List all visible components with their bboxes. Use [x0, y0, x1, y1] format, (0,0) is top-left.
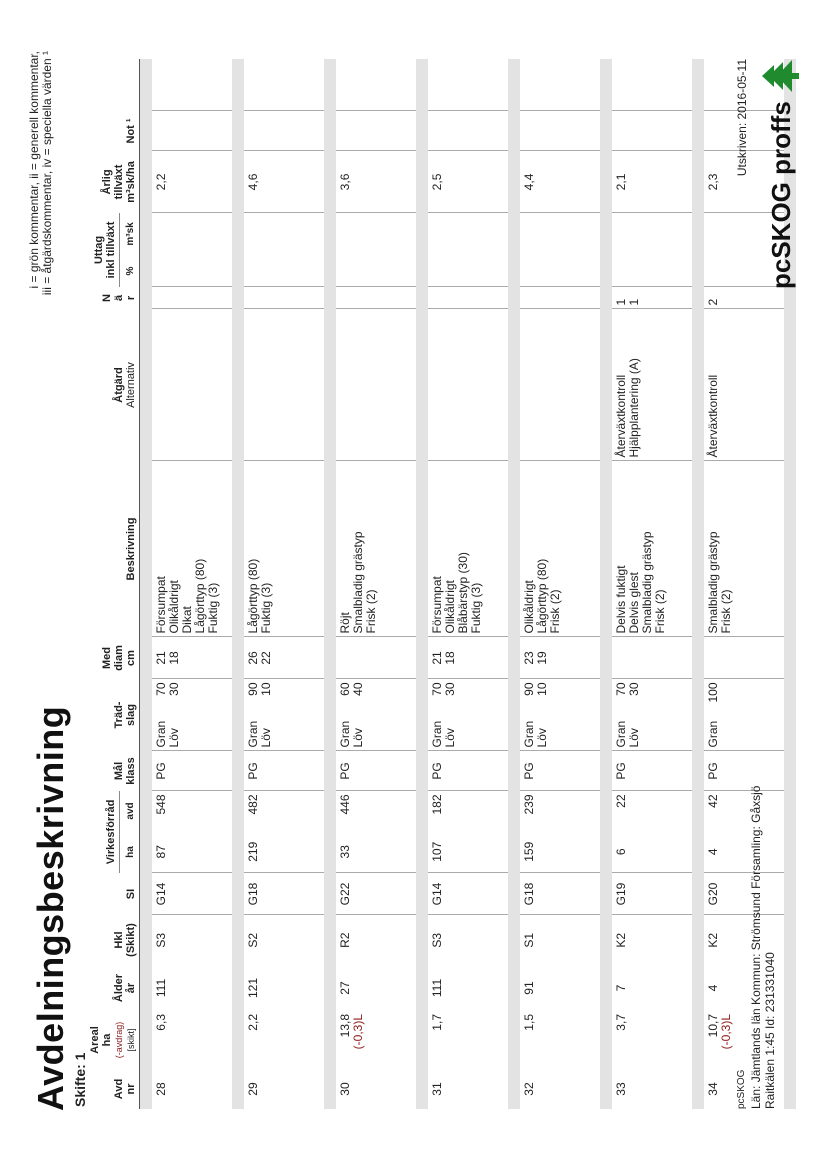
table-row [152, 59, 232, 1109]
col-nar: N ä r [87, 287, 140, 309]
species-diam: 18 [167, 651, 181, 665]
arlig-tillvaxt: 2,3 [704, 151, 784, 213]
species-name: Gran [154, 720, 168, 748]
vf-ha: 87 [152, 831, 232, 873]
atgard-line: Återväxtkontroll [614, 374, 628, 458]
species-diam: 18 [443, 651, 457, 665]
beskrivning-line: Frisk (2) [719, 589, 733, 634]
alder: 111 [154, 978, 168, 998]
uttag-pct [612, 255, 692, 287]
beskrivning-line: Frisk (2) [653, 589, 667, 634]
alder: 4 [706, 984, 720, 992]
avd-nr: 32 [522, 1082, 536, 1096]
col-tradslag: Träd- slag [87, 679, 140, 751]
hkl: R2 [338, 932, 352, 948]
areal: 6,3 [154, 1014, 168, 1031]
malklass: PG [520, 751, 600, 791]
nar [612, 287, 692, 309]
beskrivning-line: Smalbladig grästyp [706, 531, 720, 634]
malklass: PG [152, 751, 232, 791]
meddiam [428, 637, 508, 679]
legend [28, 51, 54, 421]
atgard [520, 309, 600, 461]
beskrivning-line: Fuktig (3) [259, 582, 273, 634]
beskrivning [704, 461, 784, 637]
beskrivning-line: Lågörttyp (80) [246, 558, 260, 634]
alder: 27 [338, 981, 352, 995]
arlig-tillvaxt: 4,4 [520, 151, 600, 213]
col-arlig-tillvaxt: Årlig tillväxt m³sk/ha [87, 151, 140, 213]
beskrivning-line: Försumpat [430, 576, 444, 634]
species-pct: 10 [535, 682, 549, 696]
tradslag [336, 679, 416, 751]
beskrivning [520, 461, 600, 637]
species-name: Löv [351, 728, 365, 748]
si: G19 [612, 873, 692, 915]
nar-value: 1 [614, 298, 628, 306]
table-row [336, 59, 416, 1109]
atgard-line: Hjälpplantering (A) [627, 358, 641, 458]
col-areal: Areal ha (-avdrag) [skikt] [87, 1011, 140, 1069]
beskrivning-line: Delvis fuktigt [614, 565, 628, 634]
beskrivning-line: Lågörttyp (80) [193, 558, 207, 634]
species-pct: 40 [351, 682, 365, 696]
atgard [244, 309, 324, 461]
uttag-pct [336, 255, 416, 287]
alder: 111 [430, 978, 444, 998]
areal-avdrag: (-0,3)L [719, 1014, 733, 1050]
atgard [704, 309, 784, 461]
col-hkl: Hkl (Skikt) [87, 915, 140, 965]
meddiam [152, 637, 232, 679]
legend-line-1: i = grön kommentar, ii = generell kommentar, [27, 51, 41, 289]
vf-avd: 182 [430, 794, 444, 815]
table-body [140, 59, 797, 1109]
hkl: S3 [430, 932, 444, 948]
not [336, 111, 416, 151]
hkl: S2 [246, 932, 260, 948]
beskrivning [428, 461, 508, 637]
col-meddiam: Med diam cm [87, 637, 140, 679]
not [612, 111, 692, 151]
species-name: Gran [246, 720, 260, 748]
arlig-tillvaxt: 2,2 [152, 151, 232, 213]
uttag-m3sk [428, 213, 508, 255]
atgard-line: Återväxtkontroll [706, 374, 720, 458]
species-name: Löv [627, 728, 641, 748]
vf-avd: 42 [706, 794, 720, 808]
footer-app: pcSKOG [736, 1069, 747, 1109]
page-title: Avdelningsbeskrivning [30, 705, 71, 1111]
uttag-m3sk [520, 213, 600, 255]
col-virkesforrad: Virkesförråd [87, 791, 120, 873]
arlig-tillvaxt: 2,5 [428, 151, 508, 213]
beskrivning-line: Smalbladig grästyp [351, 531, 365, 634]
si: G22 [336, 873, 416, 915]
alder: 7 [614, 984, 628, 992]
beskrivning-line: Fuktig (3) [206, 582, 220, 634]
atgard [428, 309, 508, 461]
vf-avd: 548 [154, 794, 168, 815]
uttag-m3sk [612, 213, 692, 255]
skifte-label: Skifte: 1 [72, 1052, 88, 1107]
nar [520, 287, 600, 309]
col-avd: Avd nr [87, 1069, 140, 1109]
vf-avd: 446 [338, 794, 352, 815]
species-diam: 23 [522, 651, 536, 665]
footer-location: Län: Jämtlands län Kommun: Strömsund Församling: Gåxsjö [749, 785, 763, 1109]
species-pct: 70 [154, 682, 168, 696]
arlig-tillvaxt: 3,6 [336, 151, 416, 213]
hkl: K2 [614, 932, 628, 948]
footer-date: Utskriven: 2016-05-11 [735, 59, 749, 177]
malklass: PG [336, 751, 416, 791]
malklass: PG [704, 751, 784, 791]
col-uttag-pct: % [120, 255, 140, 287]
si: G14 [152, 873, 232, 915]
beskrivning-line: Försumpat [154, 576, 168, 634]
uttag-pct [520, 255, 600, 287]
alder: 91 [522, 981, 536, 995]
not [152, 111, 232, 151]
species-name: Löv [167, 728, 181, 748]
logo-text: pcSKOG proffs [766, 101, 796, 289]
nar-value: 1 [627, 298, 641, 306]
vf-avd: 22 [614, 794, 628, 808]
avd-nr: 33 [614, 1082, 628, 1096]
beskrivning-line: Olikåldrigt [443, 580, 457, 634]
hkl: K2 [706, 932, 720, 948]
beskrivning-line: Dikat [180, 606, 194, 634]
nar [336, 287, 416, 309]
tradslag [704, 679, 784, 751]
uttag-m3sk [336, 213, 416, 255]
vf-ha: 159 [520, 831, 600, 873]
species-name: Gran [430, 720, 444, 748]
table-row [244, 59, 324, 1109]
beskrivning [336, 461, 416, 637]
species-diam: 22 [259, 651, 273, 665]
legend-line-2: iii = åtgärdskommentar, iv = speciella värden ¹ [40, 51, 54, 296]
col-uttag-m3sk: m³sk [120, 213, 140, 255]
tradslag [612, 679, 692, 751]
footer-left [735, 786, 777, 1109]
areal: 1,7 [430, 1014, 444, 1031]
col-beskrivning: Beskrivning [87, 461, 140, 637]
areal: 13,8 (-0,3)L [336, 1011, 416, 1069]
not [244, 111, 324, 151]
areal-avdrag: (-0,3)L [351, 1014, 365, 1050]
beskrivning [152, 461, 232, 637]
species-name: Löv [443, 728, 457, 748]
col-vf-ha: ha [120, 831, 140, 873]
beskrivning-line: Delvis glest [627, 572, 641, 634]
nar [152, 287, 232, 309]
vf-ha: 6 [612, 831, 692, 873]
col-not: Not ¹ [87, 111, 140, 151]
species-diam: 21 [154, 651, 168, 665]
uttag-pct [152, 255, 232, 287]
uttag-pct [244, 255, 324, 287]
beskrivning-line: Smalbladig grästyp [640, 531, 654, 634]
beskrivning-line: Fuktig (3) [469, 582, 483, 634]
not [520, 111, 600, 151]
col-uttag: Uttag inkl tillväxt [87, 213, 120, 287]
not [428, 111, 508, 151]
malklass: PG [428, 751, 508, 791]
si: G18 [244, 873, 324, 915]
avd-nr: 29 [246, 1082, 260, 1096]
species-name: Gran [338, 720, 352, 748]
species-pct: 70 [430, 682, 444, 696]
atgard [612, 309, 692, 461]
species-pct: 30 [443, 682, 457, 696]
footer-id: Raitkälen 1:45 Id: 231331040 [763, 952, 777, 1109]
species-name: Gran [706, 720, 720, 748]
areal: 1,5 [522, 1014, 536, 1031]
beskrivning [612, 461, 692, 637]
vf-avd: 239 [522, 794, 536, 815]
species-name: Gran [614, 720, 628, 748]
col-atgard: Åtgärd Alternativ [87, 309, 140, 461]
avd-nr: 34 [706, 1082, 720, 1096]
nar-value: 2 [706, 298, 720, 306]
col-vf-avd: avd [120, 791, 140, 831]
species-pct: 30 [167, 682, 181, 696]
table-row [612, 59, 692, 1109]
si: G20 [704, 873, 784, 915]
vf-ha: 4 [704, 831, 784, 873]
uttag-m3sk [244, 213, 324, 255]
areal: 3,7 [614, 1014, 628, 1031]
beskrivning-line: Olikåldrigt [522, 580, 536, 634]
uttag-pct [428, 255, 508, 287]
atgard [152, 309, 232, 461]
species-pct: 70 [614, 682, 628, 696]
tradslag [244, 679, 324, 751]
species-pct: 30 [627, 682, 641, 696]
species-name: Löv [259, 728, 273, 748]
nar [244, 287, 324, 309]
species-pct: 100 [706, 682, 720, 703]
col-si: SI [87, 873, 140, 915]
beskrivning-line: Lågörttyp (80) [535, 558, 549, 634]
vf-ha: 33 [336, 831, 416, 873]
vf-avd: 482 [246, 794, 260, 815]
tradslag [428, 679, 508, 751]
uttag-m3sk [152, 213, 232, 255]
beskrivning-line: Blåbärstyp (30) [456, 552, 470, 634]
vf-ha: 219 [244, 831, 324, 873]
beskrivning-line: Röjt [338, 612, 352, 634]
species-name: Löv [535, 728, 549, 748]
arlig-tillvaxt: 2,1 [612, 151, 692, 213]
avd-nr: 28 [154, 1082, 168, 1096]
nar [428, 287, 508, 309]
species-pct: 90 [522, 682, 536, 696]
meddiam [520, 637, 600, 679]
meddiam [336, 637, 416, 679]
beskrivning [244, 461, 324, 637]
avd-nr: 30 [338, 1082, 352, 1096]
vf-ha: 107 [428, 831, 508, 873]
species-pct: 10 [259, 682, 273, 696]
si: G14 [428, 873, 508, 915]
beskrivning-line: Olikåldrigt [167, 580, 181, 634]
tree-icon [760, 59, 800, 93]
areal: 10,7 (-0,3)L [704, 1011, 784, 1069]
meddiam [244, 637, 324, 679]
avd-nr: 31 [430, 1082, 444, 1096]
col-alder: Ålder år [87, 965, 140, 1011]
tradslag [520, 679, 600, 751]
beskrivning-line: Frisk (2) [364, 589, 378, 634]
malklass: PG [244, 751, 324, 791]
species-diam: 19 [535, 651, 549, 665]
meddiam [612, 637, 692, 679]
alder: 121 [246, 977, 260, 999]
species-name: Gran [522, 720, 536, 748]
table-row [428, 59, 508, 1109]
table-row [520, 59, 600, 1109]
si: G18 [520, 873, 600, 915]
logo [760, 59, 800, 289]
hkl: S3 [154, 932, 168, 948]
species-diam: 21 [430, 651, 444, 665]
col-malklass: Mål klass [87, 751, 140, 791]
beskrivning-line: Frisk (2) [548, 589, 562, 634]
avdelning-table [87, 59, 796, 1109]
tradslag [152, 679, 232, 751]
atgard [336, 309, 416, 461]
species-diam: 26 [246, 651, 260, 665]
malklass: PG [612, 751, 692, 791]
species-pct: 90 [246, 682, 260, 696]
meddiam [704, 637, 784, 679]
hkl: S1 [522, 932, 536, 948]
species-pct: 60 [338, 682, 352, 696]
arlig-tillvaxt: 4,6 [244, 151, 324, 213]
areal: 2,2 [246, 1014, 260, 1031]
